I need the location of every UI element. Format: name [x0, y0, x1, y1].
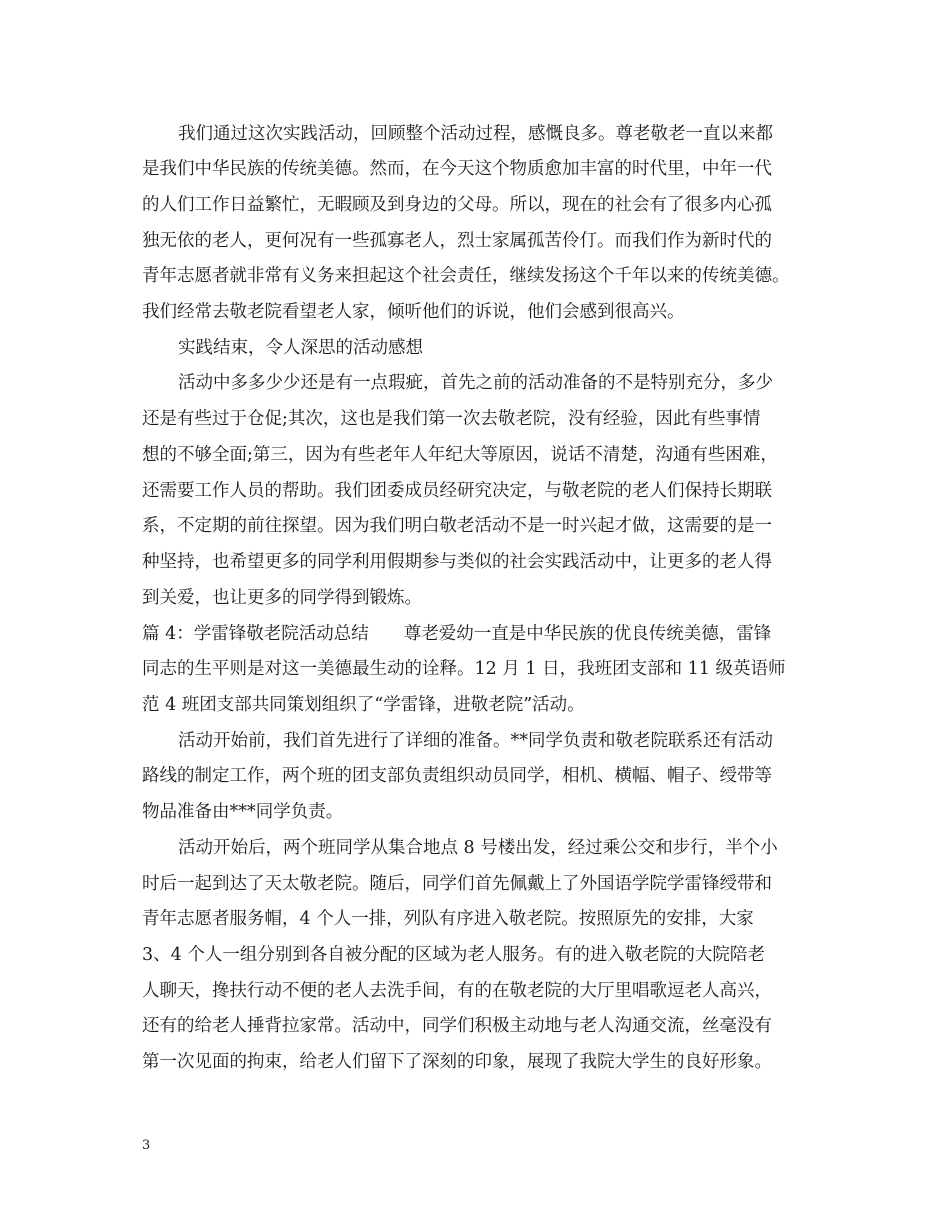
paragraph-line: 还需要工作人员的帮助。我们团委成员经研究决定，与敬老院的老人们保持长期联	[142, 481, 772, 501]
paragraph-line: 时后一起到达了天太敬老院。随后，同学们首先佩戴上了外国语学院学雷锋绶带和	[142, 874, 772, 894]
paragraph-line: 青年志愿者服务帽，4 个人一排，列队有序进入敬老院。按照原先的安排，大家	[142, 909, 754, 929]
section-heading: 篇 4：学雷锋敬老院活动总结 尊老爱幼一直是中华民族的优良传统美德，雷锋	[142, 624, 772, 644]
paragraph-line: 第一次见面的拘束，给老人们留下了深刻的印象，展现了我院大学生的良好形象。	[142, 1052, 772, 1072]
paragraph-line: 活动开始前，我们首先进行了详细的准备。**同学负责和敬老院联系还有活动	[178, 731, 773, 751]
paragraph-line: 独无依的老人，更何况有一些孤寡老人，烈士家属孤苦伶仃。而我们作为新时代的	[142, 231, 772, 251]
paragraph-line: 系，不定期的前往探望。因为我们明白敬老活动不是一时兴起才做，这需要的是一	[142, 516, 772, 536]
paragraph-line: 我们经常去敬老院看望老人家，倾听他们的诉说，他们会感到很高兴。	[142, 302, 685, 322]
paragraph-line: 人聊天，搀扶行动不便的老人去洗手间，有的在敬老院的大厅里唱歌逗老人高兴，	[142, 981, 772, 1001]
paragraph-line: 到关爱，也让更多的同学得到锻炼。	[142, 588, 422, 608]
paragraph-line: 还是有些过于仓促;其次，这也是我们第一次去敬老院，没有经验，因此有些事情	[142, 409, 761, 429]
paragraph-line: 路线的制定工作，两个班的团支部负责组织动员同学，相机、横幅、帽子、绶带等	[142, 766, 772, 786]
paragraph-line: 3、4 个人一组分别到各自被分配的区域为老人服务。有的进入敬老院的大院陪老	[142, 945, 765, 965]
paragraph-line: 活动开始后，两个班同学从集合地点 8 号楼出发，经过乘公交和步行，半个小	[178, 838, 778, 858]
paragraph-line: 的人们工作日益繁忙，无暇顾及到身边的父母。所以，现在的社会有了很多内心孤	[142, 195, 772, 215]
paragraph-line: 种坚持，也希望更多的同学利用假期参与类似的社会实践活动中，让更多的老人得	[142, 552, 772, 572]
paragraph-line: 是我们中华民族的传统美德。然而，在今天这个物质愈加丰富的时代里，中年一代	[142, 159, 772, 179]
paragraph-line: 还有的给老人捶背拉家常。活动中，同学们积极主动地与老人沟通交流，丝毫没有	[142, 1016, 772, 1036]
paragraph-line: 青年志愿者就非常有义务来担起这个社会责任，继续发扬这个千年以来的传统美德。	[142, 266, 790, 286]
paragraph-line: 物品准备由***同学负责。	[142, 802, 344, 822]
paragraph-line: 同志的生平则是对这一美德最生动的诠释。12 月 1 日，我班团支部和 11 级英语师	[142, 659, 786, 679]
paragraph-line: 我们通过这次实践活动，回顾整个活动过程，感慨良多。尊老敬老一直以来都	[178, 124, 773, 144]
page-number: 3	[142, 1138, 151, 1153]
section-heading: 实践结束，令人深思的活动感想	[178, 338, 423, 358]
paragraph-line: 范 4 班团支部共同策划组织了“学雷锋，进敬老院”活动。	[142, 695, 585, 715]
paragraph-line: 活动中多多少少还是有一点瑕疵，首先之前的活动准备的不是特别充分，多少	[178, 373, 773, 393]
paragraph-line: 想的不够全面;第三，因为有些老年人年纪大等原因，说话不清楚，沟通有些困难，	[142, 445, 778, 465]
